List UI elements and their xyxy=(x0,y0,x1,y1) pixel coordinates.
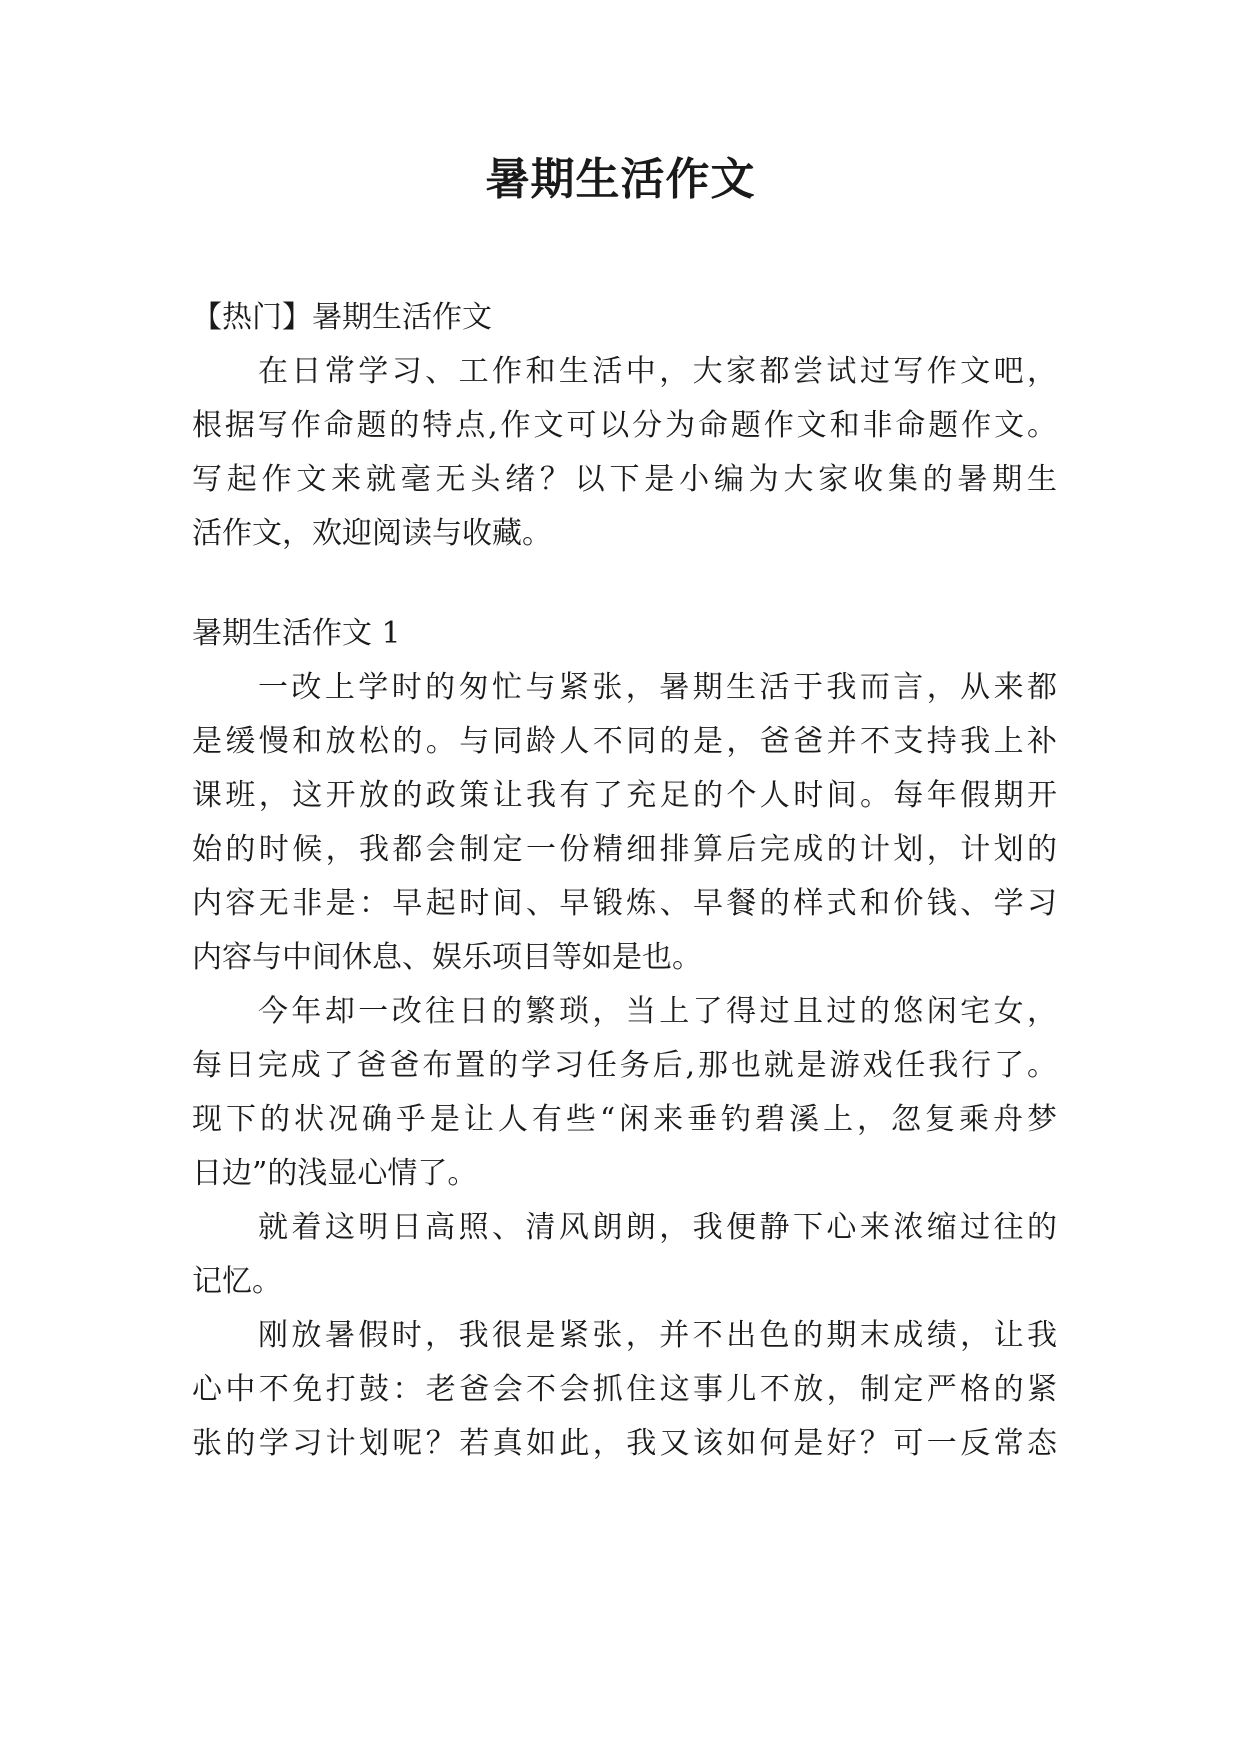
spacer xyxy=(192,561,1057,607)
text-line: 刚放暑假时，我很是紧张，并不出色的期末成绩，让我 xyxy=(258,1318,1057,1353)
text-line: 记忆。 xyxy=(192,1264,282,1299)
paragraph xyxy=(192,1201,1057,1309)
intro-heading: 【热门】暑期生活作文 xyxy=(192,300,492,335)
text-line: 在日常学习、工作和生活中，大家都尝试过写作文吧， xyxy=(258,354,1057,389)
text-line: 今年却一改往日的繁琐，当上了得过且过的悠闲宅女， xyxy=(258,994,1057,1029)
text-line: 内容无非是：早起时间、早锻炼、早餐的样式和价钱、学习 xyxy=(192,886,1057,921)
paragraph xyxy=(192,1309,1057,1471)
paragraph xyxy=(192,661,1057,985)
text-line: 活作文，欢迎阅读与收藏。 xyxy=(192,516,552,551)
text-line: 根据写作命题的特点,作文可以分为命题作文和非命题作文。 xyxy=(192,408,1057,443)
text-line: 日边”的浅显心情了。 xyxy=(192,1156,478,1191)
text-line: 写起作文来就毫无头绪？以下是小编为大家收集的暑期生 xyxy=(192,462,1057,497)
text-line: 每日完成了爸爸布置的学习任务后,那也就是游戏任我行了。 xyxy=(192,1048,1057,1083)
text-line: 是缓慢和放松的。与同龄人不同的是，爸爸并不支持我上补 xyxy=(192,724,1057,759)
intro-paragraph xyxy=(192,345,1057,561)
text-line: 张的学习计划呢？若真如此，我又该如何是好？可一反常态 xyxy=(192,1426,1057,1461)
document-title: 暑期生活作文 xyxy=(485,154,756,205)
text-line: 课班，这开放的政策让我有了充足的个人时间。每年假期开 xyxy=(192,778,1057,813)
text-line: 内容与中间休息、娱乐项目等如是也。 xyxy=(192,940,702,975)
text-line: 就着这明日高照、清风朗朗，我便静下心来浓缩过往的 xyxy=(258,1210,1057,1245)
text-line: 心中不免打鼓：老爸会不会抓住这事儿不放，制定严格的紧 xyxy=(192,1372,1057,1407)
section-heading: 暑期生活作文 1 xyxy=(192,616,401,651)
paragraph xyxy=(192,985,1057,1201)
document-body xyxy=(192,291,1057,1471)
text-line: 始的时候，我都会制定一份精细排算后完成的计划，计划的 xyxy=(192,832,1057,867)
text-line: 现下的状况确乎是让人有些“闲来垂钓碧溪上，忽复乘舟梦 xyxy=(192,1102,1057,1137)
text-line: 一改上学时的匆忙与紧张，暑期生活于我而言，从来都 xyxy=(258,670,1057,705)
